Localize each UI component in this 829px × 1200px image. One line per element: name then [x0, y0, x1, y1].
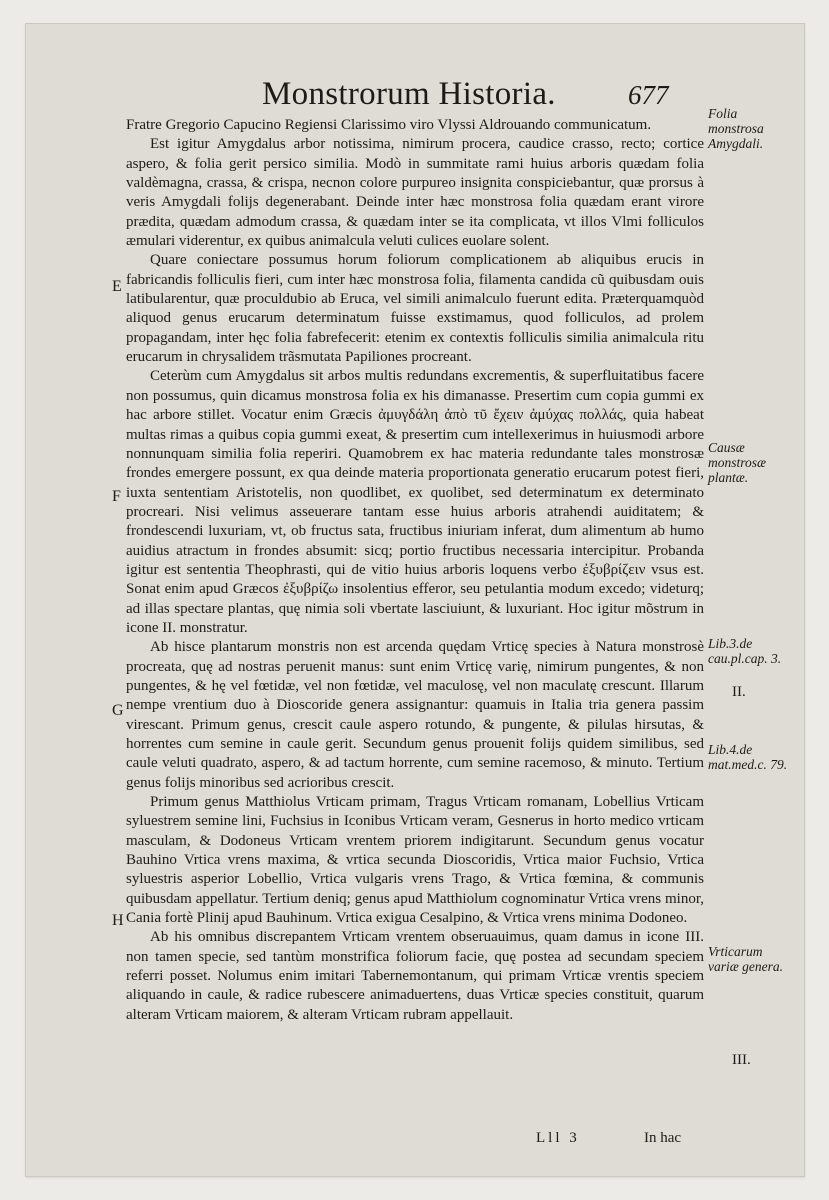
signature-mark: Lll 3 [536, 1130, 580, 1146]
margin-note-lib3: Lib.3.de cau.pl.cap. 3. [708, 636, 782, 666]
paragraph: Est igitur Amygdalus arbor notissima, nimirum procera, caudice crasso, recto; cortice aspero, & folia gerit persico similia. Modò in summitate rami huius arboris quædam folia valdèmagna, crassa, & crispa, necnon colore purpureo insignita conspiciebantur, quæ prorsus à veris Amygdali folijs degenerabant. Deinde inter hæc monstrosa folia quædam erant virore prædita, quædam admodum crassa, & quædam inter se ita complicata, vt illos Vlmi folliculos æmulari viderentur, ex quibus animalcula veluti culices euolare solent. [126, 136, 704, 250]
page-footer [26, 1130, 804, 1154]
margin-note-folia: Folia monstrosa Amygdali. [708, 106, 764, 151]
paragraph: Ceterùm cum Amygdalus sit arbos multis redundans excrementis, & superfluitatibus facere non possumus, quin dicamus monstrosa folia ex his dimanasse. Presertim cum copia gummi ex hac arbore stillet. Vocatur enim Græcis ἀμυγδάλη ἀπὸ τῦ ἔχειν ἀμύχας πολλάς, quia habeat multas rimas a quibus copia gummi exeat, & presertim cum intellexerimus in huiusmodi arbore nonnunquam similia folia reperiri. Quamobrem ex hac materia redundante tales monstrosæ frondes emergere possunt, ex qua deinde materia proportionata generatio erucarum potest fieri, iuxta sententiam Aristotelis, non quodlibet, ex quolibet, sed determinatum ex determinato procreari. Nisi velimus asseuerare tantam esse huius arboris atrahendi auiditatem; & frondescendi luxuriam, vt, ob fructus sata, fructibus iniuriam inferat, dum alimentum ab humo auidius atractum in frondes absumit: sicq; portio fructibus necessaria intercipitur. Probanda igitur est sententia Theophrasti, qui de vitio huius arboris loquens verbo ἐξυβρίζειν vsus est. Sonat enim apud Græcos ἐξυβρίζω insolentius efferor, seu petulantia modum excedo; videturq; ad illas spectare plantas, quę nimia soli vbertate lasciuiunt, & luxuriant. Hoc igitur mõstrum in icone II. monstratur. [126, 368, 704, 636]
paragraph: Ab his omnibus discrepantem Vrticam vrentem obseruauimus, quam damus in icone III. non tamen specie, sed tantùm monstrifica foliorum facie, quę postea ad secundam speciem referri posset. Nolumus enim imitari Tabernemontanum, qui primam Vrticæ vrentis speciem aliquando in caule, & radice rubescere animaduertens, duas Vrticæ species constituit, quarum alteram Vrticam maiorem, & alteram Vrticam rubram appellauit. [126, 929, 704, 1023]
section-letter-e: E [112, 278, 122, 295]
paragraph: Ab hisce plantarum monstris non est arcenda quędam Vrticę species à Natura monstrosè procreata, quę ad nostras peruenit manus: sunt enim Vrticę varię, nimirum pungentes, & non pungentes, & hę vel fœtidæ, vel non fœtidæ, vel maculosę, vel non maculatę crescunt. Illarum nempe vrentium duo à Dioscoride genera assignantur: quamuis in Italia tria genera passim virescant. Primum genus, crescit caule aspero rotundo, & pungente, & pilulas hirsutas, & horrentes cum semine in caule gerit. Secundum genus prouenit folijs quidem similibus, sed caule veluti quadrato, aspero, & ad tactum horrente, cum semine racemoso, & minuto. Tertium genus folijs minoribus sed acrioribus crescit. [126, 639, 704, 791]
margin-note-lib4: Lib.4.de mat.med.c. 79. [708, 742, 788, 772]
section-letter-g: G [112, 702, 124, 719]
section-letter-h: H [112, 912, 124, 929]
paragraph: Quare coniectare possumus horum foliorum complicationem ab aliquibus erucis in fabricandis folliculis fieri, cum inter hæc monstrosa folia, filamenta candida cũ quibusdam ouis latibularentur, quæ proculdubio ab Eruca, vel simili animalculo fuerunt edita. Præterquamquòd aliquod genus erucarum determinatum fuisse exstimamus, quod folliculos, ad prolem propagandam, inter hęc folia fabrefecerit: etenim ex contextis folliculis similia animalcula ritu erucarum in chrysalidem trãsmutata Papiliones procreant. [126, 252, 704, 366]
section-letter-f: F [112, 488, 121, 505]
margin-note-causae: Causæ monstrosæ plantæ. [708, 440, 767, 485]
main-text [126, 116, 704, 1025]
paragraph: Primum genus Matthiolus Vrticam primam, Tragus Vrticam romanam, Lobellius Vrticam syluestrem semine lini, Fuchsius in Iconibus Vrticam veram, Gesnerus in horto medico vrticam masculam, & Dodoneus Vrticam vrentem priorem indigitarunt. Secundum genus vocatur Bauhino Vrtica vrens maxima, & vrtica secunda Dioscoridis, Vrtica maior Fuchsio, Vrtica syluestris asperior Lobellio, Vrtica vulgaris vrens Trago, & Vrtica fœmina, & communis quibusdam appellatur. Tertium deniq; genus apud Matthiolum cognominatur Vrtica vrens minor, Cania fortè Plinij apud Bauhinum. Vrtica exigua Cesalpino, & Vrtica vrens minima Dodoneo. [126, 794, 704, 927]
paragraph-attribution: Fratre Gregorio Capucino Regiensi Clarissimo viro Vlyssi Aldrouando communicatum. [126, 117, 652, 133]
book-page [26, 24, 804, 1176]
catchword: In hac [644, 1130, 682, 1146]
running-title: Monstrorum Historia. [262, 76, 556, 112]
margin-note-urticarum: Vrticarum variæ genera. [708, 944, 783, 974]
margin-numeral-iii: III. [732, 1052, 751, 1068]
page-number: 677 [628, 80, 669, 110]
margin-numeral-ii: II. [732, 684, 746, 700]
